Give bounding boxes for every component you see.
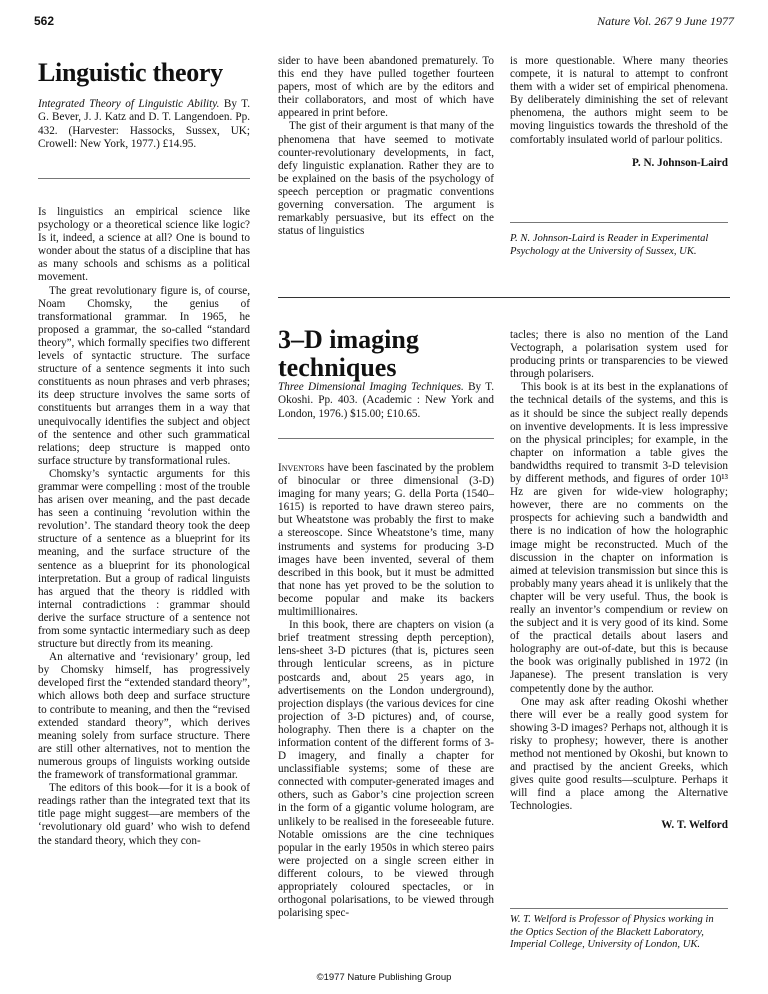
- review1-column-2: [278, 55, 494, 238]
- journal-citation: Nature Vol. 267 9 June 1977: [597, 14, 734, 28]
- review2-paragraph: In this book, there are chapters on vision (a brief treatment stressing depth perception), lens-sheet 3-D pictures (that is, pictures seen through lenticular screens, as in picture postcards and, about 25 years ago, in advertisements on the London underground), projection displays (the various devices for cine projection of 3-D pictures) and, of course, holography. Then there is a chapter on the information content of the different forms of 3-D imagery, and finally a chapter for unclassifiable systems; some of these are connected with computer-generated images and others, such as Gabor’s cine projection screen in the form of a gigantic volume hologram, are unlikely to be realised in the foreseeable future. Notable omissions are the cine techniques popular in the early 1950s in which stereo pairs were projected on a single screen either in different colours, to be viewed through appropriately coloured spectacles, or in orthogonal polarisations, to be viewed through polarising spec-: [278, 619, 494, 920]
- review1-title: Linguistic theory: [38, 58, 223, 87]
- review2-bib-rule: [278, 438, 494, 439]
- review2-signature: W. T. Welford: [661, 819, 728, 832]
- review2-column-3: [510, 329, 728, 833]
- page-number: 562: [34, 14, 55, 28]
- review2-paragraph: have been fascinated by the problem of binocular or three dimensional (3-D) imaging for many years; G. della Porta (1540–1615) is reported to have drawn stereo pairs, but Wheatstone was probably the first to make a stereoscope. Since Wheatstone’s time, many instruments and systems for producing 3-D images have been invented, several of them described in this book, but it must be admitted that none has yet proved to be the solution to become popular and make its backers multimillionaires.: [278, 462, 494, 619]
- page-header: [34, 14, 734, 34]
- review2-paragraph: One may ask after reading Okoshi whether there will ever be a really good system for showing 3-D images? Perhaps not, although it is risky to prophesy; however, there is another method not mentioned by Okoshi, but known to and practised by the ancient Greeks, which gives quite good results—sculpture. Perhaps it will find a place among the Alternative Technologies.: [510, 695, 728, 813]
- review1-column-3: [510, 55, 728, 170]
- review2-biblio-details: By T. Okoshi. Pp. 403. (Academic : New York and London, 1976.) $15.00; £10.65.: [278, 381, 495, 420]
- review2-paragraph: This book is at its best in the explanations of the technical details of the systems, and this is as it should be since the subject really depends on inventive developments. It is less impressive on the physical principles; for example, in the chapter on information a table gives the bandwidths required to transmit 3-D television by different methods, and figures of order 10¹³ Hz are given for wide-view holography; however, there are no comments on the prospects for achieving such a bandwidth and there is no indication of how the holographic image might be reconstructed. Much of the discussion in the chapter on information is aimed at television transmission but since this is probably many years ahead it is unlikely that the chapter will be very useful. Thus, the book is really an inventor’s compendium or review on the subject and it is very good of its kind. Some of the practical details about lasers and holography are out-of-date, but this is because the book was originally published in 1972 (in Japanese). The present translation is very competently done by the author.: [510, 381, 728, 695]
- review1-paragraph: The editors of this book—for it is a book of readings rather than the integrated text that its title page might suggest—are members of the ‘revolutionary old guard’ who wish to defend the standard theory, which they con-: [38, 782, 250, 847]
- review2-column-2: [278, 462, 494, 920]
- review1-book-title: Integrated Theory of Linguistic Ability.: [38, 98, 220, 110]
- review2-bibliography: [278, 381, 494, 421]
- review2-lead-word: Inventors: [278, 462, 325, 474]
- review-divider: [278, 297, 730, 298]
- review1-paragraph: is more questionable. Where many theories compete, it is natural to attempt to confront them with a wider set of empirical phenomena. By deliberately diminishing the set of relevant phenomena, the authors might seem to be moving linguistics towards the threshold of the comfortably insulated world of parlour politics.: [510, 55, 728, 146]
- review1-signature-rule: [510, 222, 728, 223]
- review1-bib-rule: [38, 178, 250, 179]
- review1-biblio-details: By T. G. Bever, J. J. Katz and D. T. Langendoen. Pp. 432. (Harvester: Hassocks, Sussex, UK; Crowell: New York, 1977.) £14.95.: [38, 98, 251, 150]
- review1-column-1: [38, 206, 250, 848]
- review1-paragraph: The gist of their argument is that many of the phenomena that have seemed to motivate counter-revolutionary developments, in fact, defy linguistic explanation. Rather they are to be explained on the basis of the psychology of speech perception or pragmatic conventions governing conversation. The argument is remarkably persuasive, but its effect on the status of linguistics: [278, 120, 494, 238]
- review2-title-line1: 3–D imaging: [278, 325, 419, 354]
- review1-paragraph: Chomsky’s syntactic arguments for this grammar were compelling : most of the trouble has arisen over meaning, and the past decade has seen a continuing ‘revolution within the revolution’. The standard theory took the deep structure of a sentence as a blueprint for its meaning, and the surface structure of the sentence as a blueprint for its phonological interpretation. But a group of radical linguists has argued that the theory is riddled with internal contradictions : grammar should derive the surface structure of a sentence not from some syntactic intermediary such as deep structure but directly from its meaning.: [38, 467, 250, 651]
- review1-paragraph: The great revolutionary figure is, of course, Noam Chomsky, the genius of transformational grammar. In 1965, he proposed a grammar, the so-called “standard theory”, which formally specifies two different levels of syntactic structure. The surface structure of a sentence segments it into such constituents as noun phrases and verb phrases; its deep structure involves the same sorts of constituents but arranges them in a way that unequivocally identifies the subject and object of the sentence and other such grammatical relations; deep structure is mapped onto surface structure by transformational rules.: [38, 284, 250, 467]
- review2-book-title: Three Dimensional Imaging Techniques.: [278, 381, 464, 393]
- review2-title: [278, 326, 419, 382]
- copyright-footer: ©1977 Nature Publishing Group: [316, 972, 452, 983]
- review1-paragraph: An alternative and ‘revisionary’ group, led by Chomsky himself, has progressively developed first the “extended standard theory”, which allows both deep and surface structure to contribute to meaning, and then the “revised extended standard theory”, which derives meaning solely from surface structure. There are still other alternatives, not to mention the numerous groups of linguists working outside the framework of transformational grammar.: [38, 651, 250, 782]
- review1-paragraph: Is linguistics an empirical science like psychology or a theoretical science like logic? Is it, indeed, a science at all? One is bound to wonder about the status of a discipline that has as many schools and schisms as a political movement.: [38, 206, 250, 284]
- review1-affiliation: P. N. Johnson-Laird is Reader in Experimental Psychology at the University of Sussex, UK.: [510, 233, 709, 257]
- review2-paragraph: tacles; there is also no mention of the Land Vectograph, a polarisation system used for producing prints or transparencies to be viewed through polarisers.: [510, 329, 728, 381]
- review2-affiliation: W. T. Welford is Professor of Physics working in the Optics Section of the Blackett Laboratory, Imperial College, University of London, UK.: [510, 914, 714, 951]
- review2-title-line2: techniques: [278, 353, 397, 382]
- review2-signature-rule: [510, 908, 728, 909]
- review1-bibliography: [38, 98, 250, 151]
- review1-signature: P. N. Johnson-Laird: [632, 156, 728, 169]
- review1-paragraph: sider to have been abandoned prematurely. To this end they have pulled together fourteen papers, most of which are by the editors and their collaborators, and most of which have appeared in print before.: [278, 55, 494, 120]
